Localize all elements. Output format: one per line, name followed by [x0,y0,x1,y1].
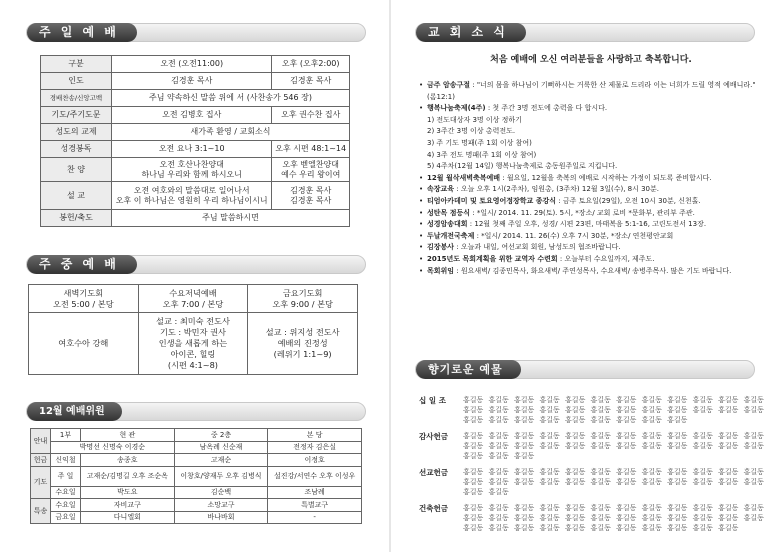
news-item-text: : *일시/ 2014. 11. 26(수) 오후 7시 30분, *장소/ 연천평안교회 [474,231,674,240]
news-item-head: 12월 월삭새벽축복예배 [427,173,501,182]
table-row: 특송 수요일 자비교구 소망교구 특별교구 [31,499,362,512]
news-subitem-text: 5) 4주차(12월 14일) 행복나눔축제로 총동원주일로 지킵니다. [427,162,618,171]
bullet-icon: • [419,81,424,89]
news-item [419,231,764,243]
right-page [391,0,781,552]
bullet-icon: • [419,104,424,113]
news-item [419,266,764,278]
bullet-icon: • [419,173,424,182]
news-section-title: 교 회 소 식 [416,23,526,42]
roster-table [30,428,362,524]
news-subitem-text: 3) 주 기도 명패(주 1회 이상 참여) [427,138,532,147]
news-item-head: 두날개전국축제 [427,231,475,240]
news-item-text: : *일시/ 2014. 11. 29(토). 5시, *장소/ 교회 로비 *문화부, 관리부 주관. [470,208,695,217]
bullet-icon: • [419,266,424,275]
news-item [419,150,764,162]
news-item-text: : 12월 첫째 주일 오후, 성경/ 시편 23편, 마태복음 5:1-16, 고린도전서 13장. [467,220,707,229]
news-item-head: 김장봉사 [427,243,455,252]
sunday-worship-table [40,55,350,227]
news-item [419,138,764,150]
table-row: 구분 오전 (오전11:00) 오후 (오후2:00) [41,56,350,73]
news-item [419,161,764,173]
bullet-icon: • [419,231,424,240]
bullet-icon: • [419,185,424,194]
news-item-text: : 오늘부터 수요일까지, 제주도. [557,254,655,263]
news-item-text: : 금주 토요일(29일), 오전 10시 30분, 신천홀. [556,196,701,205]
table-row: 인도 김경훈 목사 김경훈 목사 [41,73,350,90]
offering-names: 홍길동 홍길동 홍길동 홍길동 홍길동 홍길동 홍길동 홍길동 홍길동 홍길동 홍길동 홍길동 홍길동 홍길동 홍길동 홍길동 홍길동 홍길동 홍길동 홍길동 홍길동 홍길동 홍길동 홍길동 홍길동 홍길동 홍길동 홍길동 홍길동 홍길동 홍길동 홍길동 홍길동 [463,396,764,424]
offering-label: 감사헌금 [419,432,448,441]
offering-label: 선교헌금 [419,468,448,477]
table-row: 성도의 교제 새가족 환영 / 교회소식 [41,124,350,141]
bullet-icon: • [419,243,424,252]
offering-names: 홍길동 홍길동 홍길동 홍길동 홍길동 홍길동 홍길동 홍길동 홍길동 홍길동 홍길동 홍길동 홍길동 홍길동 홍길동 홍길동 홍길동 홍길동 홍길동 홍길동 홍길동 홍길동 홍길동 홍길동 홍길동 홍길동 [463,468,764,496]
news-item-text: : 월요일, 12월을 축복의 예배로 시작하는 가정이 되도록 준비합시다. [500,173,712,182]
news-item-head: 행복나눔축제(4주) [427,104,486,113]
table-row: 설 교 오전 여호와의 말씀대로 일어나서 오후 이 하나님은 영원히 우리 하나님이시니 김경훈 목사 김경훈 목사 [41,182,350,210]
offering-row [419,431,764,461]
roster-header [26,402,366,421]
weekday-worship-title: 주 중 예 배 [27,255,137,274]
news-item-head: 티엄아카데미 및 토요영어정장학교 종강식 [427,196,557,205]
bullet-icon: • [419,196,424,205]
news-header [415,23,755,42]
news-subitem-text: 2) 3주간 3명 이상 총력전도. [427,127,516,136]
sunday-worship-title: 주 일 예 배 [27,23,137,42]
weekday-worship-table [28,284,358,375]
table-row: 찬 양 오전 호산나찬양대 하나님 우리와 함께 하시오니 오후 벧엘찬양대 예수 우리 왕이여 [41,158,350,182]
offering-row [419,395,764,425]
news-welcome-title: 처음 예배에 오신 여러분들을 사랑하고 축복합니다. [490,55,692,65]
bullet-icon: • [419,220,424,229]
table-row: 봉헌/축도 주님 말씀하시면 [41,210,350,227]
offering-row [419,467,764,497]
table-row: 수요일 박도요 김순백 조남례 [31,486,362,499]
news-item [419,126,764,138]
news-item [419,80,764,103]
table-row: 기도 주 일 고재순/김명길 오후 조순옥 이창호/양재두 오후 김병식 설진강/서연수 오후 이성우 [31,466,362,486]
weekday-fri-body: 설교 : 위지성 전도사 예배의 진정성 (레위기 1:1~9) [248,313,358,375]
news-item-text: : 첫 주간 3명 전도에 총력을 다 합시다. [485,104,608,113]
left-page [0,0,390,552]
news-item-text: : 오늘 오후 1시(2주차), 임원총, (3주차) 12월 3일(수), 8시 30분. [454,185,659,194]
news-item-head: 금주 암송구절 [427,81,471,89]
table-row: 성경봉독 오전 요나 3:1~10 오후 시편 48:1~14 [41,141,350,158]
sunday-worship-header [26,23,366,42]
offering-label: 십 일 조 [419,396,446,405]
news-item-text: : "너의 몸을 하나님이 기뻐하시는 거룩한 산 제물로 드리라 이는 너희가 드릴 영적 예배니라."(롬12:1) [427,81,756,101]
table-row: 경배찬송/신앙고백 주님 약속하신 말씀 위에 서 (사찬송가 546 장) [41,90,350,107]
table-row: 새벽기도회 오전 5:00 / 본당 수요저녁예배 오후 7:00 / 본당 금요기도회 오후 9:00 / 본당 [29,285,358,313]
offering-list [419,395,764,539]
news-subitem-text: 1) 전도대상자 3명 이상 정하기 [427,115,522,124]
news-item-text: : 오늘과 내일, 여선교회 회원, 남성도의 협조바랍니다. [454,243,621,252]
news-item [419,196,764,208]
news-item-head: 2015년도 목회계획을 위한 교역자 수련회 [427,254,558,263]
offering-names: 홍길동 홍길동 홍길동 홍길동 홍길동 홍길동 홍길동 홍길동 홍길동 홍길동 홍길동 홍길동 홍길동 홍길동 홍길동 홍길동 홍길동 홍길동 홍길동 홍길동 홍길동 홍길동 홍길동 홍길동 홍길동 홍길동 홍길동 홍길동 홍길동 홍길동 홍길동 홍길동 홍길동 홍길동 홍길동 [463,504,764,532]
news-item-text: : 원요새벽/ 김종민목사, 화요새벽/ 주연성목사, 수요새벽/ 송병주목사. 많은 기도 바랍니다. [454,266,732,275]
news-item [419,184,764,196]
news-item [419,242,764,254]
table-row: 헌금 신익철 송종호 고재순 이정호 [31,454,362,467]
news-item [419,103,764,115]
table-row: 박명선 신명숙 이경순 남옥례 신순재 전정자 김은실 [31,441,362,454]
news-item [419,173,764,185]
offering-title: 향기로운 예물 [416,360,521,379]
table-row: 기도/주기도문 오전 김병호 집사 오후 권수찬 집사 [41,107,350,124]
offering-label: 건축헌금 [419,504,448,513]
news-item [419,254,764,266]
news-item-head: 성경암송대회 [427,220,468,229]
offering-names: 홍길동 홍길동 홍길동 홍길동 홍길동 홍길동 홍길동 홍길동 홍길동 홍길동 홍길동 홍길동 홍길동 홍길동 홍길동 홍길동 홍길동 홍길동 홍길동 홍길동 홍길동 홍길동 홍길동 홍길동 홍길동 홍길동 홍길동 [463,432,764,460]
news-item-head: 성탄목 점등식 [427,208,471,217]
offering-row [419,503,764,533]
news-item [419,219,764,231]
news-item [419,115,764,127]
news-item [419,208,764,220]
table-row: 금요일 다니엘회 바나바회 - [31,511,362,524]
news-list [419,80,764,277]
weekday-wed-body: 설교 : 최미숙 전도사 기도 : 박민자 권사 인생을 새롭게 하는 아이콘, 힐링 (시편 4:1~8) [138,313,248,375]
news-item-head: 목회위임 [427,266,455,275]
news-subitem-text: 4) 3주 전도 명패(주 1회 이상 참여) [427,150,537,159]
bullet-icon: • [419,208,424,217]
weekday-worship-header [26,255,366,274]
roster-title: 12월 예배위원 [27,402,122,421]
offering-header [415,360,755,379]
table-row: 안내 1부 현 관 중 2층 본 당 [31,429,362,442]
news-item-head: 속장교육 [427,185,455,194]
bullet-icon: • [419,254,424,263]
table-row: 여호수아 강해 설교 : 최미숙 전도사 기도 : 박민자 권사 인생을 새롭게 하는 아이콘, 힐링 (시편 4:1~8) 설교 : 위지성 전도사 예배의 진정성 (레위기 1:1~9) [29,313,358,375]
